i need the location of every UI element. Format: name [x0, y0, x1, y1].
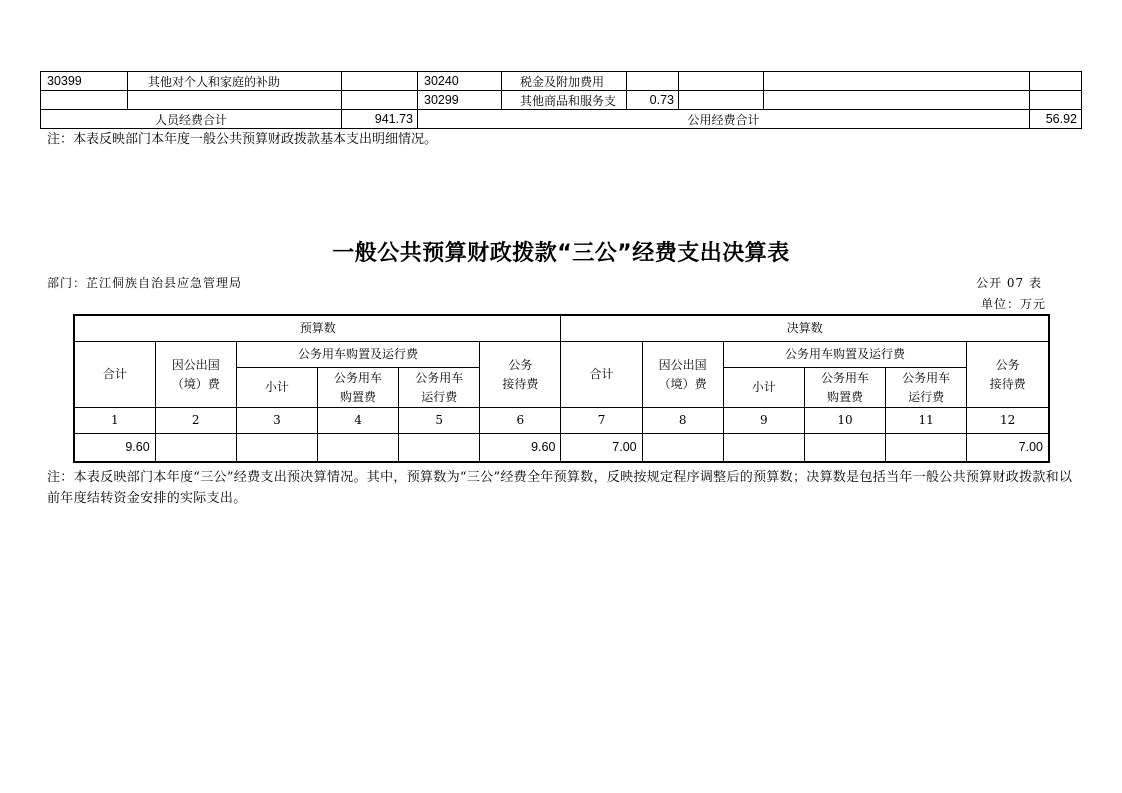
value-cell: [723, 434, 804, 463]
col-abroad-line2: （境）费: [658, 376, 707, 391]
table-row: [41, 91, 1082, 110]
empty-cell: [342, 91, 418, 110]
col-abroad: [155, 342, 236, 408]
col-subtotal: 小计: [723, 368, 804, 408]
col-purchase-line2: 购置费: [826, 389, 863, 404]
empty-cell: [41, 91, 128, 110]
budget-header: 预算数: [74, 315, 561, 342]
column-number: 12: [967, 408, 1049, 434]
col-operation: [399, 368, 480, 408]
col-operation-line2: 运行费: [421, 389, 458, 404]
col-operation-line2: 运行费: [908, 389, 945, 404]
empty-cell: [1030, 91, 1082, 110]
item-name: 税金及附加费用: [502, 72, 627, 91]
col-abroad-line1: 因公出国: [171, 357, 220, 372]
unit-label: 单位：万元: [980, 297, 1046, 311]
empty-cell: [679, 72, 764, 91]
col-total: 合计: [74, 342, 155, 408]
empty-cell: [764, 91, 1030, 110]
public-total-value: 56.92: [1030, 110, 1082, 129]
column-number: 5: [399, 408, 480, 434]
header-row: [74, 315, 1049, 342]
column-number: 3: [236, 408, 317, 434]
value-cell: 9.60: [74, 434, 155, 463]
empty-cell: [128, 91, 342, 110]
col-abroad: [642, 342, 723, 408]
department-label: 部门：芷江侗族自治县应急管理局: [47, 276, 243, 290]
amount-cell: [627, 72, 679, 91]
amount-cell: 0.73: [627, 91, 679, 110]
header-row: [74, 342, 1049, 368]
page-title: 一般公共预算财政拨款“三公”经费支出决算表: [332, 241, 790, 266]
col-operation: [886, 368, 967, 408]
item-name: 其他对个人和家庭的补助: [128, 72, 342, 91]
col-purchase-line2: 购置费: [340, 389, 377, 404]
col-reception-line2: 接待费: [989, 376, 1026, 391]
amount-cell: [342, 72, 418, 91]
col-subtotal: 小计: [236, 368, 317, 408]
value-cell: [642, 434, 723, 463]
economic-code: 30240: [418, 72, 502, 91]
personnel-total-label: 人员经费合计: [41, 110, 342, 129]
col-total: 合计: [561, 342, 642, 408]
table-note: 注：本表反映部门本年度“三公”经费支出预决算情况。其中，预算数为“三公”经费全年预算数，反映按规定程序调整后的预算数；决算数是包括当年一般公共预算财政拨款和以前年度结转资金安排的实际支出。: [47, 470, 1073, 506]
value-cell: [804, 434, 885, 463]
col-reception: [480, 342, 561, 408]
data-row: [74, 434, 1049, 463]
column-number: 4: [317, 408, 398, 434]
value-cell: [399, 434, 480, 463]
table-row: [41, 72, 1082, 91]
column-number: 7: [561, 408, 642, 434]
col-reception: [967, 342, 1049, 408]
column-number: 8: [642, 408, 723, 434]
col-vehicle: 公务用车购置及运行费: [723, 342, 966, 368]
col-abroad-line2: （境）费: [171, 376, 220, 391]
value-cell: 7.00: [967, 434, 1049, 463]
value-cell: [317, 434, 398, 463]
col-reception-line1: 公务: [995, 357, 1020, 372]
col-purchase: [804, 368, 885, 408]
value-cell: [886, 434, 967, 463]
form-number: 公开 07 表: [976, 276, 1042, 290]
col-purchase-line1: 公务用车: [820, 370, 869, 385]
value-cell: 9.60: [480, 434, 561, 463]
value-cell: [236, 434, 317, 463]
empty-cell: [764, 72, 1030, 91]
col-abroad-line1: 因公出国: [658, 357, 707, 372]
economic-code: 30399: [41, 72, 128, 91]
column-number: 2: [155, 408, 236, 434]
col-vehicle: 公务用车购置及运行费: [236, 342, 479, 368]
col-purchase-line1: 公务用车: [334, 370, 383, 385]
personnel-total-value: 941.73: [342, 110, 418, 129]
item-name: 其他商品和服务支: [502, 91, 627, 110]
col-operation-line1: 公务用车: [415, 370, 464, 385]
col-operation-line1: 公务用车: [902, 370, 951, 385]
empty-cell: [679, 91, 764, 110]
table-note: 注：本表反映部门本年度一般公共预算财政拨款基本支出明细情况。: [47, 132, 438, 147]
col-reception-line2: 接待费: [502, 376, 539, 391]
col-purchase: [317, 368, 398, 408]
value-cell: [155, 434, 236, 463]
three-public-expenditure-table: [73, 314, 1050, 463]
column-number-row: [74, 408, 1049, 434]
column-number: 10: [804, 408, 885, 434]
column-number: 1: [74, 408, 155, 434]
basic-expenditure-table-tail: [40, 71, 1082, 129]
final-header: 决算数: [561, 315, 1049, 342]
column-number: 6: [480, 408, 561, 434]
public-total-label: 公用经费合计: [418, 110, 1030, 129]
value-cell: 7.00: [561, 434, 642, 463]
col-reception-line1: 公务: [508, 357, 533, 372]
economic-code: 30299: [418, 91, 502, 110]
column-number: 11: [886, 408, 967, 434]
empty-cell: [1030, 72, 1082, 91]
totals-row: [41, 110, 1082, 129]
column-number: 9: [723, 408, 804, 434]
